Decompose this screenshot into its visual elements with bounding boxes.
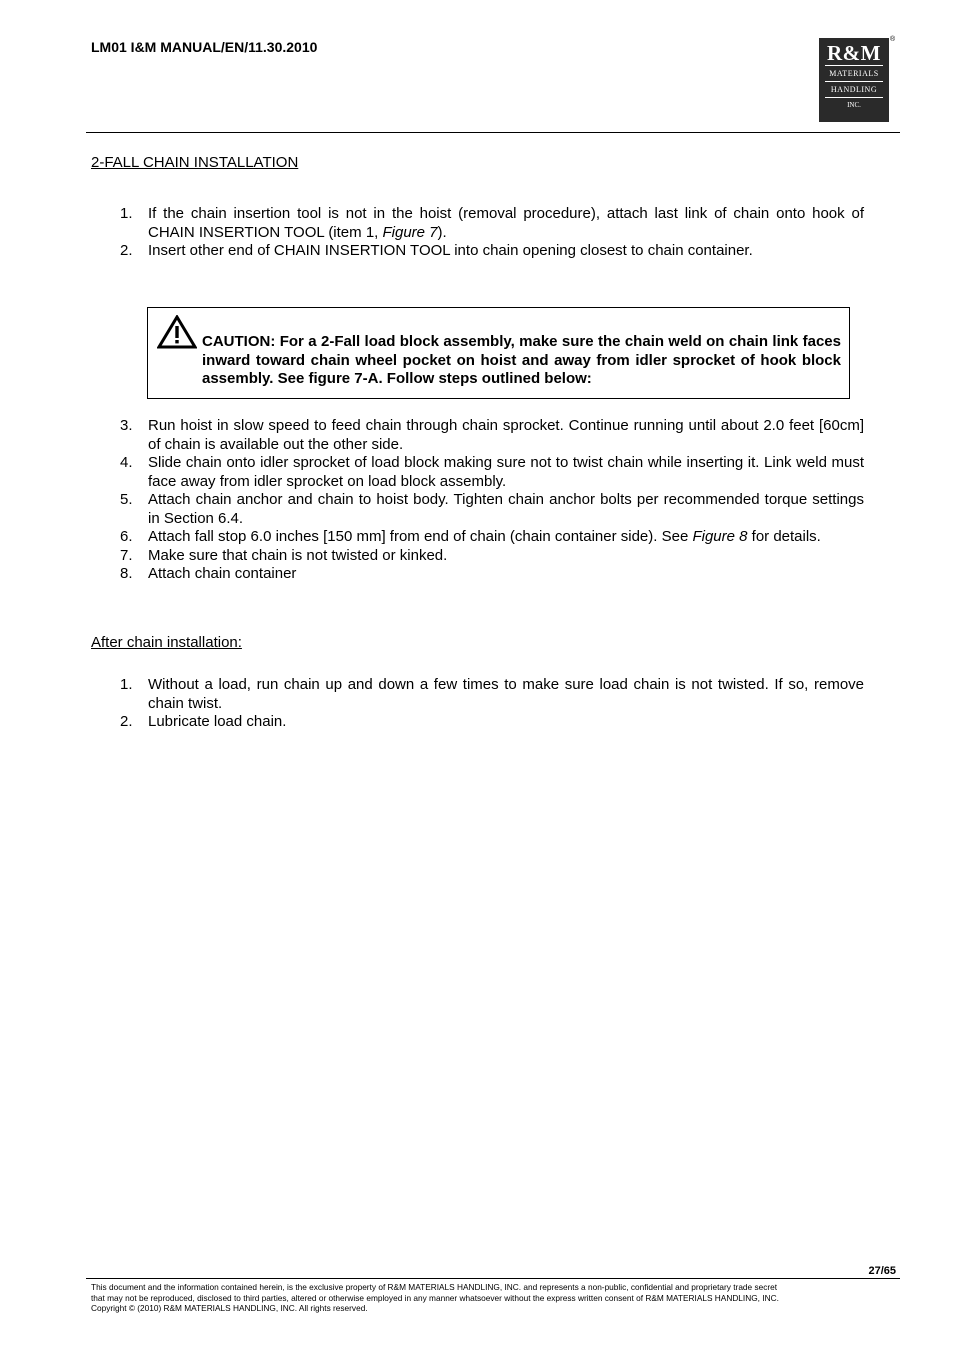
step-text: Attach chain container	[148, 565, 297, 582]
step-text: If the chain insertion tool is not in the hoist (removal procedure), attach last link of chain onto hook of CHAIN INSERTION TOOL (item 1, Figure 7).	[148, 205, 864, 241]
step-number: 1.	[120, 676, 133, 693]
steps-list-a	[91, 205, 864, 261]
list-item	[91, 205, 864, 242]
footer-copyright: Copyright © (2010) R&M MATERIALS HANDLING, INC. All rights reserved.	[91, 1303, 368, 1313]
step-text: Attach chain anchor and chain to hoist body. Tighten chain anchor bolts per recommended torque settings in Section 6.4.	[148, 491, 864, 527]
list-item	[91, 454, 864, 491]
step-text: Slide chain onto idler sprocket of load block making sure not to twist chain while inserting it. Link weld must face away from idler sprocket on load block assembly.	[148, 454, 864, 490]
step-text: Run hoist in slow speed to feed chain through chain sprocket. Continue running until about 2.0 feet [60cm] of chain is available out the other side.	[148, 417, 864, 453]
step-number: 1.	[120, 205, 133, 222]
list-item	[91, 547, 864, 566]
company-logo	[819, 38, 889, 122]
step-text: Attach fall stop 6.0 inches [150 mm] from end of chain (chain container side). See Figure 8 for details.	[148, 528, 821, 545]
caution-box	[147, 307, 850, 399]
footer-notice	[91, 1282, 896, 1314]
header-rule	[86, 132, 900, 133]
logo-inc: INC.	[847, 101, 861, 109]
document-id: LM01 I&M MANUAL/EN/11.30.2010	[91, 39, 318, 55]
step-text: Lubricate load chain.	[148, 713, 287, 730]
step-number: 3.	[120, 417, 133, 434]
footer-line: that may not be reproduced, disclosed to third parties, altered or otherwise employed in any manner whatsoever without the express written consent of R&M MATERIALS HANDLING, INC.	[91, 1292, 779, 1303]
list-item	[91, 565, 864, 584]
footer-rule	[86, 1278, 900, 1279]
warning-triangle-icon	[157, 315, 197, 349]
logo-handling: HANDLING	[830, 85, 878, 94]
step-number: 5.	[120, 491, 133, 508]
step-number: 8.	[120, 565, 133, 582]
list-item	[91, 491, 864, 528]
steps-list-c	[91, 676, 864, 732]
step-text: Without a load, run chain up and down a few times to make sure load chain is not twisted. If so, remove chain twist.	[148, 676, 864, 712]
logo-rm: R&M	[827, 41, 881, 65]
registered-mark: ®	[890, 36, 896, 43]
step-number: 2.	[120, 242, 133, 259]
list-item	[91, 242, 864, 261]
step-number: 2.	[120, 713, 133, 730]
list-item	[91, 528, 864, 547]
list-item	[91, 676, 864, 713]
steps-list-b	[91, 417, 864, 584]
footer-line: This document and the information contained herein, is the exclusive property of R&M MATERIALS HANDLING, INC. and represents a non-public, confidential and proprietary trade secret	[91, 1282, 778, 1292]
after-installation-title: After chain installation:	[91, 634, 242, 651]
list-item	[91, 417, 864, 454]
page-number: 27/65	[868, 1265, 896, 1277]
list-item	[91, 713, 864, 732]
section-title: 2-FALL CHAIN INSTALLATION	[91, 154, 299, 171]
step-number: 6.	[120, 528, 133, 545]
step-text: Make sure that chain is not twisted or kinked.	[148, 546, 448, 564]
logo-materials: MATERIALS	[829, 69, 879, 78]
step-number: 4.	[120, 454, 133, 471]
caution-text: CAUTION: For a 2-Fall load block assembly, make sure the chain weld on chain link faces inward toward chain wheel pocket on hoist and away from idler sprocket of hook block assembly. See figure 7-A. Follow steps outlined below:	[202, 333, 841, 387]
step-text: Insert other end of CHAIN INSERTION TOOL into chain opening closest to chain container.	[148, 242, 753, 259]
figure-ref: Figure 8	[692, 528, 748, 545]
step-number: 7.	[120, 546, 133, 564]
figure-ref: Figure 7	[382, 223, 438, 241]
